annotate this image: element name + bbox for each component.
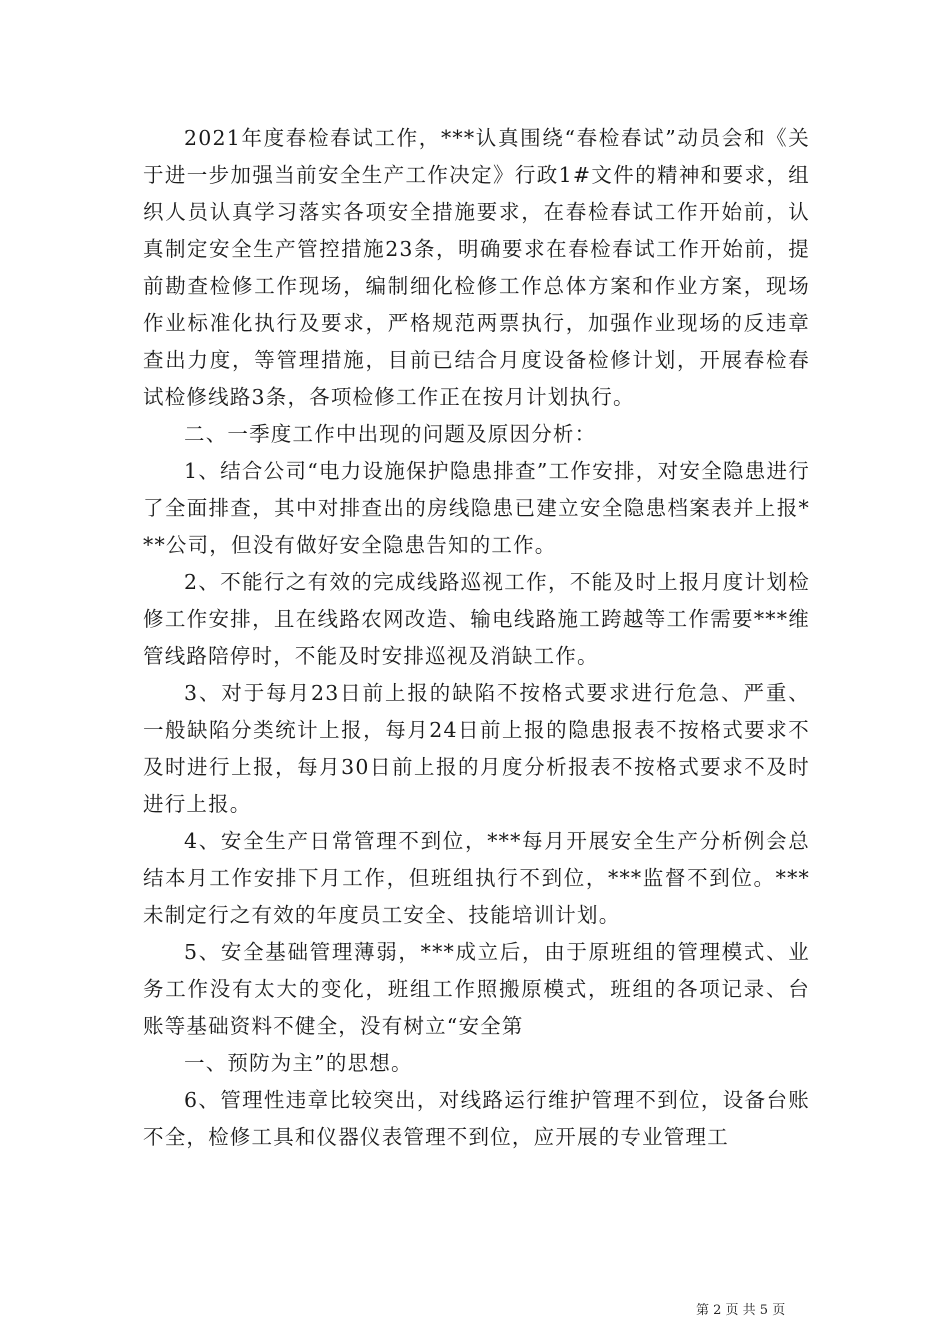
paragraph-item-4: 4、安全生产日常管理不到位，***每月开展安全生产分析例会总结本月工作安排下月工作，但班组执行不到位，***监督不到位。***未制定行之有效的年度员工安全、技能培训计划。 [143, 829, 810, 927]
paragraph-item-5: 5、安全基础管理薄弱，***成立后，由于原班组的管理模式、业务工作没有太大的变化，班组工作照搬原模式，班组的各项记录、台账等基础资料不健全，没有树立“安全第 [143, 940, 810, 1038]
paragraph-item-5-continued: 一、预防为主”的思想。 [184, 1051, 413, 1075]
paragraph-spring-inspection: 2021年度春检春试工作，***认真围绕“春检春试”动员会和《关于进一步加强当前安全生产工作决定》行政1#文件的精神和要求，组织人员认真学习落实各项安全措施要求，在春检春试工作开始前，认真制定安全生产管控措施23条，明确要求在春检春试工作开始前，提前勘查检修工作现场，编制细化检修工作总体方案和作业方案，现场作业标准化执行及要求，严格规范两票执行，加强作业现场的反违章查出力度，等管理措施，目前已结合月度设备检修计划，开展春检春试检修线路3条，各项检修工作正在按月计划执行。 [143, 126, 810, 409]
section-heading-problems: 二、一季度工作中出现的问题及原因分析： [184, 422, 597, 446]
paragraph-item-6: 6、管理性违章比较突出，对线路运行维护管理不到位，设备台账不全，检修工具和仪器仪表管理不到位，应开展的专业管理工 [143, 1088, 810, 1149]
document-body [143, 120, 810, 1156]
page-number-label: 第 2 页 共 5 页 [696, 1303, 786, 1318]
page-footer [696, 1303, 785, 1319]
paragraph-item-1: 1、结合公司“电力设施保护隐患排查”工作安排，对安全隐患进行了全面排查，其中对排查出的房线隐患已建立安全隐患档案表并上报***公司，但没有做好安全隐患告知的工作。 [143, 459, 810, 557]
paragraph-item-3: 3、对于每月23日前上报的缺陷不按格式要求进行危急、严重、一般缺陷分类统计上报，每月24日前上报的隐患报表不按格式要求不及时进行上报，每月30日前上报的月度分析报表不按格式要求不及时进行上报。 [143, 681, 810, 816]
paragraph-item-2: 2、不能行之有效的完成线路巡视工作，不能及时上报月度计划检修工作安排，且在线路农网改造、输电线路施工跨越等工作需要***维管线路陪停时，不能及时安排巡视及消缺工作。 [143, 570, 810, 668]
